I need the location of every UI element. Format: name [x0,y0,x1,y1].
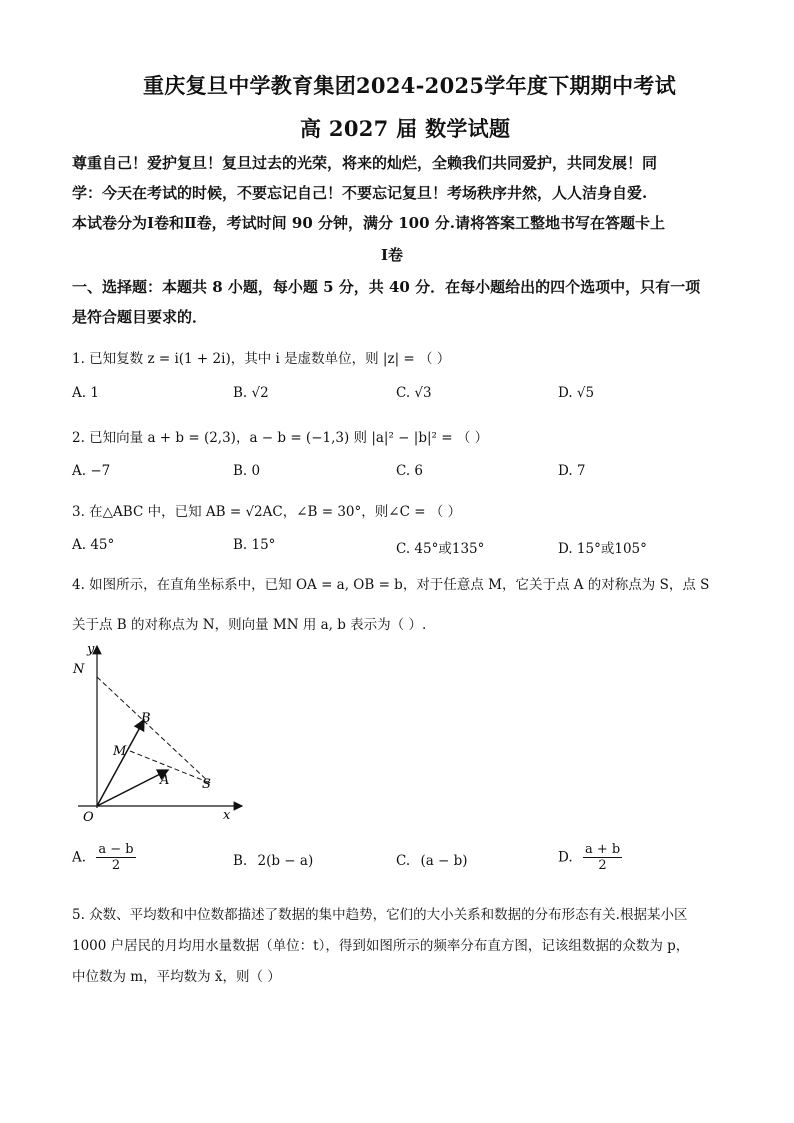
exam-subtitle: 高 2027 届 数学试题 [300,116,511,141]
question-1-stem: 1. 已知复数 z = i(1 + 2i)，其中 i 是虚数单位，则 |z| = （ ） [72,351,451,367]
label-o: O [83,810,94,825]
option-d-denominator: 2 [598,858,607,873]
section-instructions-1: 一、选择题：本题共 8 小题，每小题 5 分，共 40 分．在每小题给出的四个选项中，只有一项 [72,278,701,296]
question-2-stem: 2. 已知向量 a + b = (2,3)，a − b = (−1,3) 则 |a|² − |b|² = （ ） [72,430,489,446]
label-a: A [160,773,170,788]
question-1-option-a: A. 1 [72,385,99,401]
option-a-fraction [96,842,135,874]
option-d-fraction [583,842,622,874]
section-instructions-2: 是符合题目要求的． [72,308,208,326]
question-3-stem: 3. 在△ABC 中，已知 AB = √2AC，∠B = 30°，则∠C = （ ） [72,504,462,520]
option-b-text: 2(b − a) [257,853,314,869]
question-1-option-c: C. √3 [396,385,432,401]
question-4-option-b [233,853,313,869]
question-3-option-c: C. 45°或135° [396,541,485,557]
question-4-figure [70,640,250,825]
option-c-text: (a − b) [420,853,468,869]
intro-line-1: 尊重自己！爱护复旦！复旦过去的光荣，将来的灿烂，全赖我们共同爱护，共同发展！同 [72,154,658,172]
intro-line-3: 本试卷分为Ⅰ卷和Ⅱ卷，考试时间 90 分钟，满分 100 分.请将答案工整地书写在答题卡上 [72,214,665,232]
exam-title: 重庆复旦中学教育集团2024-2025学年度下期期中考试 [143,73,677,98]
option-a-denominator: 2 [111,858,121,873]
option-d-numerator: a + b [584,842,621,857]
question-1-option-d: D. √5 [558,385,595,401]
question-4-line-2: 关于点 B 的对称点为 N，则向量 MN 用 a, b 表示为（ ）. [72,617,427,633]
label-n: N [73,662,85,677]
question-2-option-b: B. 0 [233,463,261,479]
question-1-option-b: B. √2 [233,385,269,401]
question-2-option-d: D. 7 [558,463,586,479]
question-2-option-c: C. 6 [396,463,424,479]
option-a-label: A. [72,849,87,866]
question-4-option-a [72,842,136,874]
question-3-option-b: B. 15° [233,537,276,553]
option-d-label: D. [558,849,573,866]
label-x: x [223,808,231,823]
option-b-label: B. [233,853,248,869]
label-b: B [141,711,151,726]
vector-ob [97,720,144,806]
intro-line-2: 学：今天在考试的时候，不要忘记自己！不要忘记复旦！考场秩序井然，人人洁身自爱. [72,184,648,202]
question-4-line-1: 4. 如图所示，在直角坐标系中，已知 OA = a, OB = b，对于任意点 M，它关于点 A 的对称点为 S，点 S [72,577,710,593]
label-y: y [87,642,95,657]
option-c-label: C. [396,853,411,869]
section-label: Ⅰ卷 [381,246,404,264]
question-2-option-a: A. −7 [72,463,111,479]
dashed-m-s [130,751,210,783]
label-s: S [202,777,211,792]
dashed-n-s [97,677,210,783]
question-3-option-d: D. 15°或105° [558,541,647,557]
option-a-numerator: a − b [98,842,134,857]
question-5-line-2: 1000 户居民的月均用水量数据（单位：t），得到如图所示的频率分布直方图，记该组数据的众数为 p， [72,938,690,954]
question-3-option-a: A. 45° [72,537,115,553]
question-4-option-d [558,842,622,874]
question-5-line-1: 5. 众数、平均数和中位数都描述了数据的集中趋势，它们的大小关系和数据的分布形态有关.根据某小区 [72,907,688,923]
label-m: M [113,744,127,759]
question-5-line-3: 中位数为 m，平均数为 x̄，则（ ） [72,969,281,985]
question-4-option-c [396,853,468,869]
